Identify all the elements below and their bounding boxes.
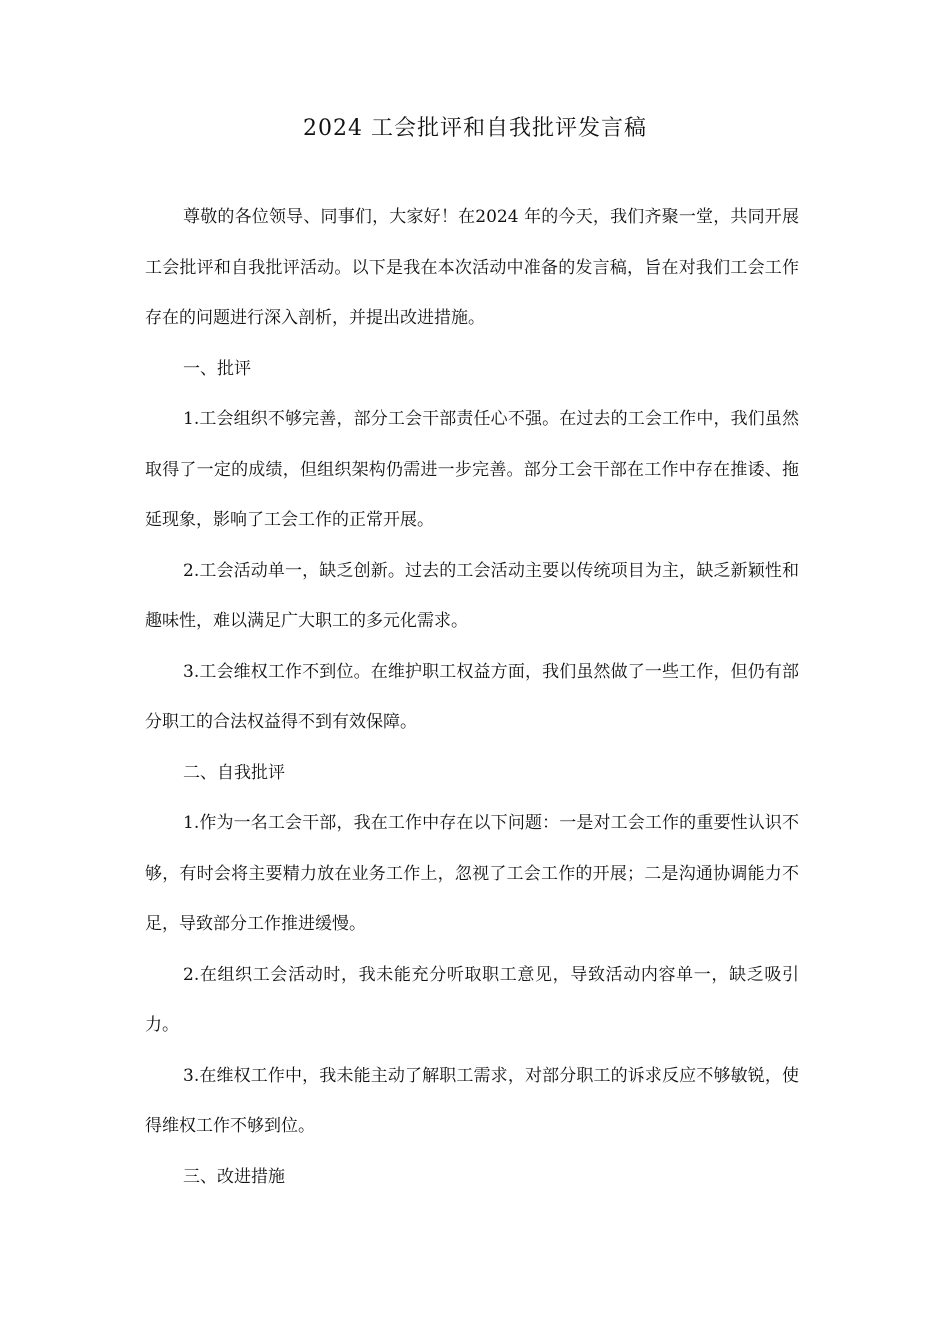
paragraph-intro: 尊敬的各位领导、同事们，大家好！在2024 年的今天，我们齐聚一堂，共同开展工会批评和自我批评活动。以下是我在本次活动中准备的发言稿，旨在对我们工会工作存在的问题进行深入剖析，并提出改进措施。 [145,207,799,328]
paragraph-criticism-3: 3.工会维权工作不到位。在维护职工权益方面，我们虽然做了一些工作，但仍有部分职工的合法权益得不到有效保障。 [145,661,799,732]
document-title: 2024 工会批评和自我批评发言稿 [303,116,647,141]
document-body [145,192,799,1202]
section-heading-improvements: 三、改进措施 [183,1166,285,1187]
paragraph-criticism-2: 2.工会活动单一，缺乏创新。过去的工会活动主要以传统项目为主，缺乏新颖性和趣味性，难以满足广大职工的多元化需求。 [145,560,799,631]
paragraph-self-criticism-3: 3.在维权工作中，我未能主动了解职工需求，对部分职工的诉求反应不够敏锐，使得维权工作不够到位。 [145,1065,799,1136]
section-heading-self-criticism: 二、自我批评 [183,762,285,783]
paragraph-self-criticism-2: 2.在组织工会活动时，我未能充分听取职工意见，导致活动内容单一，缺乏吸引力。 [145,964,799,1035]
paragraph-self-criticism-1: 1.作为一名工会干部，我在工作中存在以下问题：一是对工会工作的重要性认识不够，有时会将主要精力放在业务工作上，忽视了工会工作的开展；二是沟通协调能力不足，导致部分工作推进缓慢。 [145,813,799,934]
paragraph-criticism-1: 1.工会组织不够完善，部分工会干部责任心不强。在过去的工会工作中，我们虽然取得了一定的成绩，但组织架构仍需进一步完善。部分工会干部在工作中存在推诿、拖延现象，影响了工会工作的正常开展。 [145,409,799,530]
section-heading-criticism: 一、批评 [183,358,251,379]
